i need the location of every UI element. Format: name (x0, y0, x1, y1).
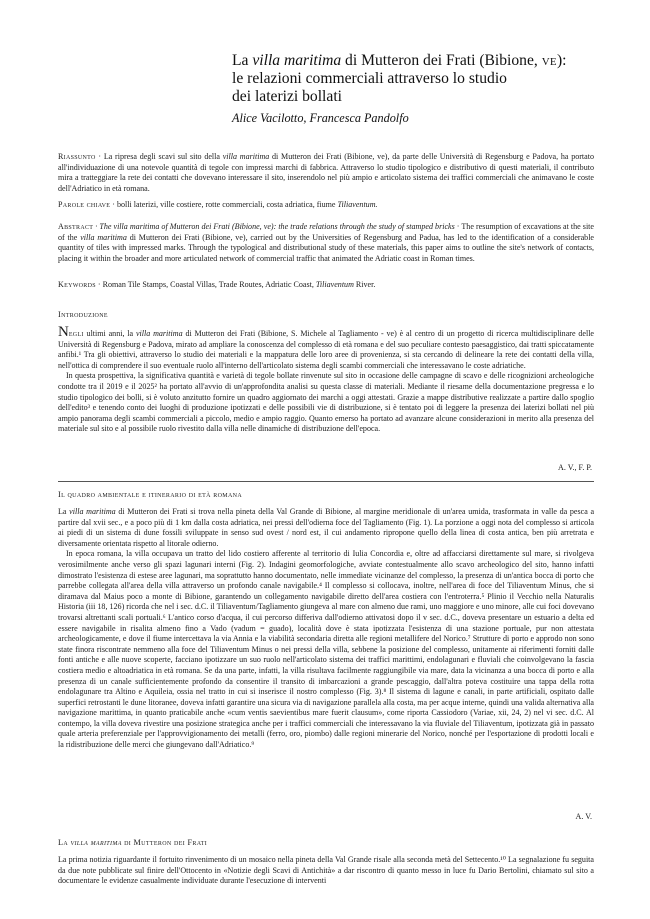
paper-authors: Alice Vacilotto, Francesca Pandolfo (232, 111, 409, 125)
parole-chiave-label: Parole chiave (58, 200, 111, 209)
riassunto-label: Riassunto (58, 152, 96, 161)
keywords-label: Keywords (58, 280, 96, 289)
quadro-heading: Il quadro ambientale e itinerario di età romana (58, 490, 243, 499)
quadro-paragraph-2: In epoca romana, la villa occupava un tratto del lido costiero afferente al territorio di Iulia Concordia e, oltre ad affacciarsi direttamente sul mare, si rivolgeva verosimilmente anche verso gli spazi lagunari interni (Fig. 2). Indagini geomorfologiche, avviate contestualmente allo scavo archeologico del sito, hanno infatti dimostrato l'esistenza di estese aree lagunari, ma soprattutto hanno documentato, nelle immediate vicinanze del complesso, la presenza di un'antica bocca di porto che parrebbe collegata all'area della villa attraverso un profondo canale navigabile.⁴ Il complesso si collocava, inoltre, nell'area di foce del Tiliaventum Minus, che si diramava dal Maius poco a monte di Bibione, garantendo un collegamento navigabile diretto dell'area costiera con l'entroterra.⁵ Plinio il Vecchio nella Naturalis Historia (iii 18, 126) ricorda che nel i sec. d.C. il Tiliaventum/Tagliamento giungeva al mare con almeno due rami, uno maggiore e uno minore, alle cui foci dovevano trovarsi altrettanti scali portuali.⁶ L'antico corso d'acqua, il cui percorso differiva dall'odierno attivatosi dopo il v sec. d.C., doveva presentare un estuario a delta ed essere navigabile in risalita almeno fino a Vado (vadum = guado), località dove è stata ipotizzata l'esistenza di una stazione portuale, pur non attestata archeologicamente, e dove il fiume intercettava la via Annia e la viabilità secondaria diretta alle regioni metallifere del Norico.⁷ Strutture di porto e approdo non sono state finora riscontrate nemmeno alla foce del Tiliaventum Minus o nei pressi della villa, sebbene la posizione del complesso, unitamente ai riferimenti forniti dalle fonti antiche e alle nuove scoperte, facciano ipotizzare un suo ruolo nell'articolato sistema dei traffici marittimi, endolagunari e fluviali che coinvolgevano la fascia costiera medio e altoadriatica in età romana. Se da una parte, infatti, la villa risultava facilmente raggiungibile via mare, data la vicinanza a una bocca di porto e alla presenza di un canale sufficientemente profondo da consentire il transito di imbarcazioni a grande pescaggio, dall'altra poteva costituire una tappa della rotta endolagunare tra Altino e Aquileia, ossia nel tratto in cui si inserisce il nostro complesso (Fig. 3).⁸ Il sistema di lagune e canali, in parte artificiali, ospitato dalle superfici retrostanti le dune litoranee, doveva infatti garantire una sicura via di navigazione parallela alla costa, ma per acque interne, quindi una valida alternativa alla navigazione marittima, in quanto praticabile anche «cum ventis saevientibus mare fuerit clausum», come riporta Cassiodoro (Variae, xii, 24, 2) nel vi sec. d.C. Al contempo, la villa doveva rivestire una posizione strategica anche per i traffici commerciali che interessavano la via fluviale del Tiliaventum, ipotizzata già in passato quale arteria preferenziale per l'approvvigionamento dei metalli (ferro, oro, piombo) dalle regioni minerarie del Norico, nonché per l'esportazione di prodotti locali e la ridistribuzione delle merci che giungevano dall'Adriatico.⁹ (58, 549, 595, 750)
introduzione-heading: Introduzione (58, 310, 108, 319)
intro-signature: A. V., F. P. (558, 463, 592, 472)
intro-paragraph-1: Negli ultimi anni, la villa maritima di Mutteron dei Frati (Bibione, S. Michele al Tagliamento - ve) è al centro di un progetto di ricerca multidisciplinare delle Università di Regensburg e Padova, mirato ad ampliare la conoscenza del complesso di età romana e del suo peculiare contesto paesaggistico, dai tratti spiccatamente anfibi.¹ Tra gli obiettivi, attraverso lo studio dei materiali e la mappatura delle loro aree di provenienza, si sta cercando di delineare la rete dei contatti della villa, nell'ottica di comprendere il suo eventuale ruolo all'interno dell'articolato sistema degli scambi commerciali che interessavano le coste adriatiche. (58, 324, 595, 370)
villa-heading: La villa maritima di Mutteron dei Frati (58, 838, 208, 847)
introduzione-body (58, 324, 595, 435)
villa-paragraph-1: La prima notizia riguardante il fortuito rinvenimento di un mosaico nella pineta della Val Grande risale alla seconda metà del Settecento.¹⁰ La segnalazione fu seguita da due note pubblicate sul finire dell'Ottocento in «Notizie degli Scavi di Antichità» a dar riscontro di quanto messo in luce fu Dario Bertolini, chiamato sul sito a documentare le evidenze casualmente individuate durante l'esecuzione di interventi (58, 855, 594, 886)
villa-body (58, 855, 594, 887)
drop-cap: N (58, 324, 69, 340)
intro-paragraph-2: In questa prospettiva, la significativa quantità e varietà di tegole bollate rinvenute sul sito in occasione delle campagne di scavo e delle ricognizioni archeologiche condotte tra il 2019 e il 2025² ha portato all'avvio di un'approfondita analisi su questa classe di materiali. Mediante il riesame della documentazione pregressa e lo studio tipologico dei bolli, si è voluto anzitutto fornire un quadro aggiornato dei marchi a oggi attestati. Grazie a mappe distributive realizzate a partire dallo spoglio dell'edito³ e tenendo conto dei luoghi di produzione ipotizzati e delle possibili vie di distribuzione, si è tentato poi di leggere la presenza dei laterizi bollati nel più ampio panorama degli scambi commerciali a piccolo, medio e ampio raggio. Quanto emerso ha portato ad avanzare alcune considerazioni in merito alla presenza del materiale sul sito e al possibile ruolo rivestito dalla villa nelle dinamiche di distribuzione dell'epoca. (58, 371, 594, 434)
quadro-signature: A. V. (575, 812, 592, 821)
quadro-body (58, 507, 594, 751)
keywords-section: Keywords · Roman Tile Stamps, Coastal Villas, Trade Routes, Adriatic Coast, Tiliaventum River. (58, 280, 376, 289)
riassunto-section: Riassunto · La ripresa degli scavi sul sito della villa maritima di Mutteron dei Frati (Bibione, ve), da parte delle Università di Regensburg e Padova, ha portato all'individuazione di una notevole quantità di tegole con impressi marchi di fabbrica. Attraverso lo studio tipologico e distributivo di questi materiali, il contributo mira a tratteggiare la rete dei contatti che dovevano interessare il sito, inserendolo nel più ampio e articolato sistema dei traffici commerciali che animavano le coste dell'Adriatico in età romana. (58, 152, 594, 193)
abstract-label: Abstract (58, 222, 94, 231)
paper-title: La villa maritima di Mutteron dei Frati (Bibione, ve): le relazioni commerciali attraverso lo studio dei laterizi bollati (232, 52, 567, 105)
section-divider (58, 481, 594, 482)
parole-chiave-section: Parole chiave · bolli laterizi, ville costiere, rotte commerciali, costa adriatica, fiume Tiliaventum. (58, 200, 378, 209)
abstract-section: Abstract · The villa maritima of Mutteron dei Frati (Bibione, ve): the trade relations through the study of stamped bricks · The resumption of excavations at the site of the villa maritima di Mutteron dei Frati (Bibione, ve), carried out by the Universities of Regensburg and Padua, has led to the identification of a considerable quantity of tiles with impressed marks. Through the typological and distributional study of these materials, this paper aims to outline the site's network of contacts, placing it within the broader and more articulated network of commercial traffic that animated the Adriatic coast in Roman times. (58, 222, 595, 263)
quadro-paragraph-1: La villa maritima di Mutteron dei Frati si trova nella pineta della Val Grande di Bibione, al margine meridionale di un'area umida, trasformata in valle da pesca a partire dal xvii sec., e a poco più di 1 km dalla costa adriatica, nei pressi dell'odierna foce del Tagliamento (Fig. 1). La porzione a oggi nota del complesso si articola ai piedi di un sistema di dune fossili sviluppate in senso sud ovest / nord est, il cui andamento ripropone quello della linea di costa antica, ben più arretrata e diversamente orientata rispetto al litorale odierno. (58, 507, 595, 548)
